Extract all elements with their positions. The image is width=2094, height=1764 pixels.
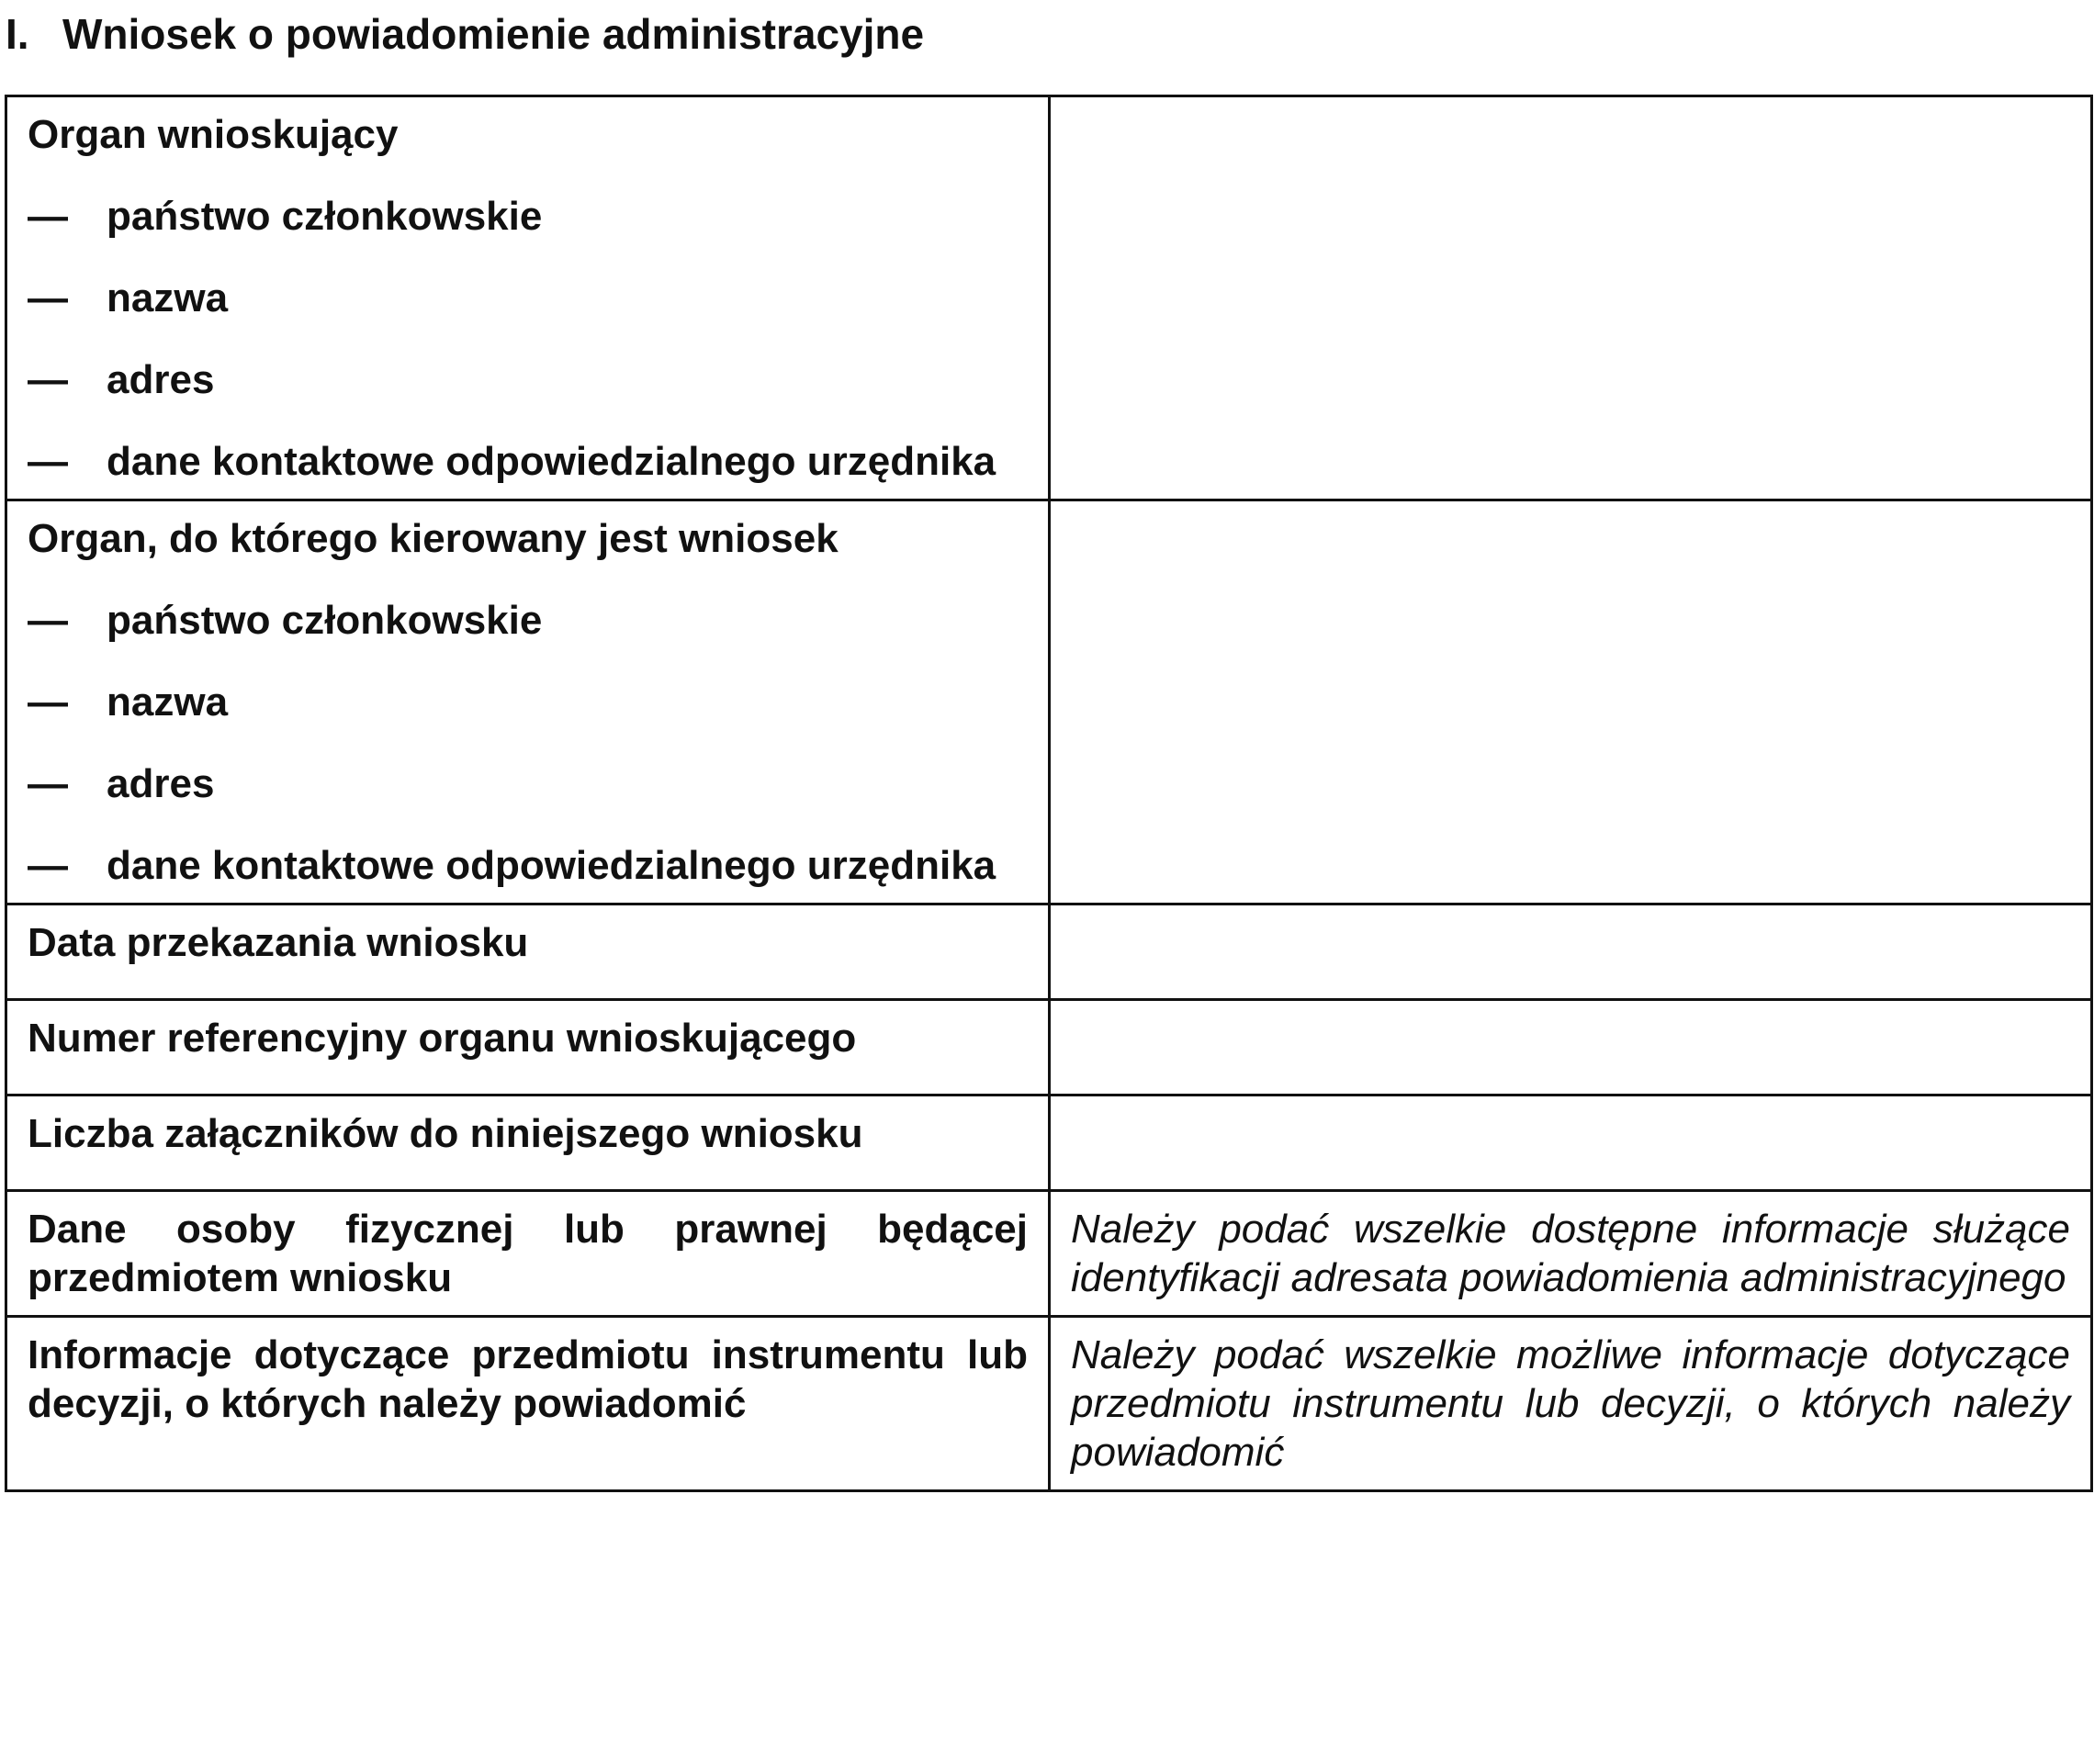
value-cell-reference-number[interactable] [1050,1000,2092,1095]
subfield-list [28,596,1028,890]
list-item [28,678,1028,726]
value-cell-instrument-info[interactable] [1050,1317,2092,1491]
label-cell [6,500,1050,904]
label-cell [6,96,1050,500]
table-row-attachments-count [6,1095,2092,1191]
dash-mark: — [28,275,68,320]
table-row-subject-person [6,1191,2092,1317]
dash-mark: — [28,357,68,402]
list-item [28,841,1028,890]
subfield-label: państwo członkowskie [107,598,543,643]
list-item [28,274,1028,322]
instruction-note: Należy podać wszelkie możliwe informacje dotyczące przedmiotu instrumentu lub decyzji, o których należy powiadomić [1071,1332,2070,1475]
table-row-requested-authority [6,500,2092,904]
label-cell [6,1191,1050,1317]
list-item [28,437,1028,486]
row-label: Organ, do którego kierowany jest wniosek [28,516,839,561]
section-number: I. [6,10,29,58]
table-row-transmission-date [6,904,2092,1000]
table-row-reference-number [6,1000,2092,1095]
subfield-label: państwo członkowskie [107,194,543,239]
label-cell: Numer referencyjny organu wnioskującego [6,1000,1050,1095]
label-cell [6,1317,1050,1491]
dash-mark: — [28,598,68,643]
row-label: Dane osoby fizycznej lub prawnej będącej przedmiotem wniosku [28,1207,1028,1300]
notification-request-table [5,95,2093,1492]
value-cell-requested-authority[interactable] [1050,500,2092,904]
label-cell: Data przekazania wniosku [6,904,1050,1000]
section-title: Wniosek o powiadomienie administracyjne [62,10,925,58]
subfield-label: dane kontaktowe odpowiedzialnego urzędnika [107,439,996,484]
row-label: Organ wnioskujący [28,112,399,157]
subfield-label: nazwa [107,275,229,320]
list-item [28,759,1028,808]
dash-mark: — [28,761,68,806]
value-cell-subject-person[interactable] [1050,1191,2092,1317]
value-cell-attachments-count[interactable] [1050,1095,2092,1191]
label-cell: Liczba załączników do niniejszego wniosku [6,1095,1050,1191]
document-title [6,7,924,61]
dash-mark: — [28,680,68,725]
row-label: Informacje dotyczące przedmiotu instrumentu lub decyzji, o których należy powiadomić [28,1332,1028,1426]
value-cell-requesting-authority[interactable] [1050,96,2092,500]
instruction-note: Należy podać wszelkie dostępne informacje służące identyfikacji adresata powiadomienia administracyjnego [1071,1207,2070,1300]
table-row-instrument-info [6,1317,2092,1491]
dash-mark: — [28,194,68,239]
table-row-requesting-authority [6,96,2092,500]
subfield-label: nazwa [107,680,229,725]
value-cell-transmission-date[interactable] [1050,904,2092,1000]
list-item [28,355,1028,404]
subfield-label: dane kontaktowe odpowiedzialnego urzędnika [107,843,996,888]
dash-mark: — [28,439,68,484]
list-item [28,192,1028,241]
subfield-list [28,192,1028,486]
dash-mark: — [28,843,68,888]
list-item [28,596,1028,645]
subfield-label: adres [107,357,215,402]
subfield-label: adres [107,761,215,806]
